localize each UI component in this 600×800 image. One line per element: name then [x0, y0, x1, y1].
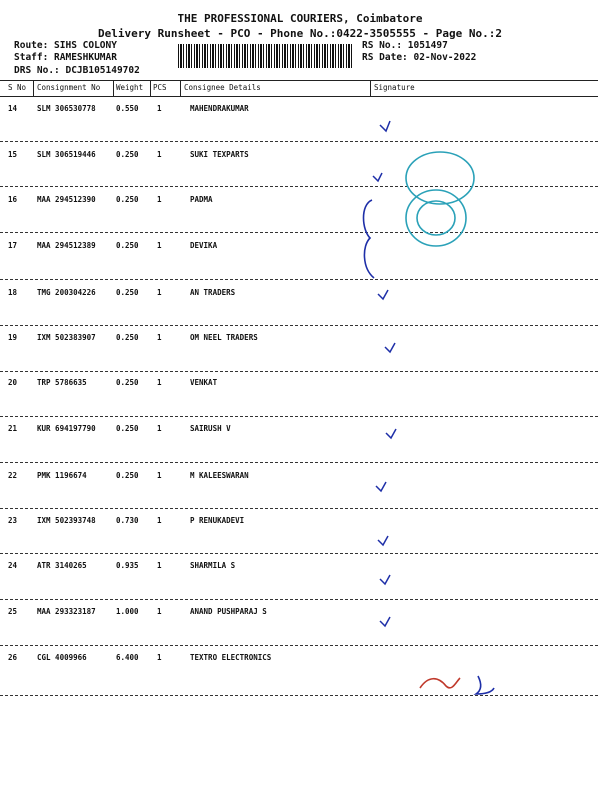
row-consignee: P RENUKADEVI	[190, 516, 245, 525]
row-sno: 15	[8, 150, 18, 159]
row-pcs: 1	[157, 288, 162, 297]
col-header-consignment: Consignment No	[37, 83, 101, 92]
row-weight: 0.730	[116, 516, 139, 525]
row-consignee: SHARMILA S	[190, 561, 236, 570]
staff-label: Staff: RAMESHKUMAR	[14, 52, 117, 63]
col-header-consignee: Consignee Details	[184, 83, 261, 92]
row-consignment: SLM 306519446	[37, 150, 96, 159]
hw-r26-phone: 9965055101	[420, 704, 586, 734]
rs-date-label: RS Date: 02-Nov-2022	[362, 52, 477, 63]
row-consignee: SAIRUSH V	[190, 424, 231, 433]
row-sno: 21	[8, 424, 18, 433]
row-consignee: TEXTRO ELECTRONICS	[190, 653, 272, 662]
row-consignment: IXM 502383907	[37, 333, 96, 342]
row-consignee: SUKI TEXPARTS	[190, 150, 249, 159]
row-sno: 22	[8, 471, 18, 480]
row-pcs: 1	[157, 333, 162, 342]
row-consignee: OM NEEL TRADERS	[190, 333, 258, 342]
row-pcs: 1	[157, 150, 162, 159]
company-title: THE PROFESSIONAL COURIERS, Coimbatore	[177, 12, 423, 25]
handwritten-count: 2	[348, 258, 358, 276]
row-pcs: 1	[157, 104, 162, 113]
row-weight: 6.400	[116, 653, 139, 662]
row-consignee: MAHENDRAKUMAR	[190, 104, 249, 113]
hw-r22-phone: 9384494548	[476, 495, 553, 509]
row-weight: 0.250	[116, 195, 139, 204]
hw-r21-name: G.prasad	[408, 425, 472, 441]
row-consignment: IXM 502393748	[37, 516, 96, 525]
hw-r24-phone: 8220918579	[398, 592, 488, 608]
row-weight: 0.550	[116, 104, 139, 113]
row-sno: 19	[8, 333, 18, 342]
hw-r20-mark: 2	[364, 377, 370, 386]
bracket-mark	[364, 200, 375, 278]
row-weight: 1.000	[116, 607, 139, 616]
row-weight: 0.250	[116, 378, 139, 387]
drs-label: DRS No.: DCJB105149702	[14, 65, 140, 76]
scribble-mark	[420, 676, 494, 694]
row-sno: 18	[8, 288, 18, 297]
row-sno: 25	[8, 607, 18, 616]
row-pcs: 1	[157, 424, 162, 433]
runsheet-title: Delivery Runsheet - PCO - Phone No.:0422-3505555 - Page No.:2	[98, 27, 502, 40]
row-consignment: MAA 293323187	[37, 607, 96, 616]
hw-r14-name: R Santhi	[396, 98, 462, 116]
hw-r19-name: S.Ravikumar	[404, 344, 482, 358]
row-sno: 17	[8, 241, 18, 250]
hw-r18-name: M-Malar	[404, 290, 470, 308]
row-sno: 23	[8, 516, 18, 525]
row-pcs: 1	[157, 241, 162, 250]
row-consignment: ATR 3140265	[37, 561, 87, 570]
row-consignee: AN TRADERS	[190, 288, 236, 297]
row-sno: 20	[8, 378, 18, 387]
hw-r14-phone: 9585820384	[402, 127, 498, 145]
col-header-pcs: PCS	[153, 83, 167, 92]
row-consignment: KUR 694197790	[37, 424, 96, 433]
company-stamp	[406, 152, 474, 246]
hw-r23-name: P.Rajkumar	[508, 546, 560, 556]
col-header-signature: Signature	[374, 83, 415, 92]
route-label: Route: SIHS COLONY	[14, 40, 117, 51]
row-consignee: PADMA	[190, 195, 213, 204]
row-consignment: MAA 294512390	[37, 195, 96, 204]
row-weight: 0.250	[116, 424, 139, 433]
rs-no-label: RS No.: 1051497	[362, 40, 448, 51]
row-pcs: 1	[157, 653, 162, 662]
row-pcs: 1	[157, 378, 162, 387]
row-weight: 0.250	[116, 333, 139, 342]
row-sno: 14	[8, 104, 18, 113]
row-pcs: 1	[157, 561, 162, 570]
hw-r20-note: H/R	[394, 388, 432, 410]
col-header-sno: S No	[8, 83, 27, 92]
row-weight: 0.250	[116, 288, 139, 297]
row-weight: 0.935	[116, 561, 139, 570]
row-consignment: TMG 200304226	[37, 288, 96, 297]
row-pcs: 1	[157, 607, 162, 616]
row-consignment: MAA 294512389	[37, 241, 96, 250]
row-consignment: TRP 5786635	[37, 378, 87, 387]
row-weight: 0.250	[116, 150, 139, 159]
tick-marks	[373, 121, 396, 626]
row-sno: 26	[8, 653, 18, 662]
row-sno: 24	[8, 561, 18, 570]
row-consignment: SLM 306530778	[37, 104, 96, 113]
row-consignee: M KALEESWARAN	[190, 471, 249, 480]
hw-r19-phone: 9940496480	[398, 361, 481, 376]
row-consignment: CGL 4009966	[37, 653, 87, 662]
hw-r18-phone: 9865255374	[406, 314, 489, 329]
row-consignment: PMK 1196674	[37, 471, 87, 480]
hw-r21-phone: 9025066813	[454, 456, 544, 472]
row-consignee: VENKAT	[190, 378, 218, 387]
hw-r23-phone: 9486424690	[410, 532, 480, 545]
row-pcs: 1	[157, 516, 162, 525]
row-weight: 0.250	[116, 471, 139, 480]
hw-r24-name: Subalakshmi	[402, 570, 500, 588]
hw-r25-phone: 8248939742	[396, 637, 505, 657]
row-pcs: 1	[157, 471, 162, 480]
row-pcs: 1	[157, 195, 162, 204]
row-sno: 16	[8, 195, 18, 204]
col-header-weight: Weight	[116, 83, 144, 92]
row-consignee: DEVIKA	[190, 241, 218, 250]
row-consignee: ANAND PUSHPARAJ S	[190, 607, 267, 616]
row-weight: 0.250	[116, 241, 139, 250]
